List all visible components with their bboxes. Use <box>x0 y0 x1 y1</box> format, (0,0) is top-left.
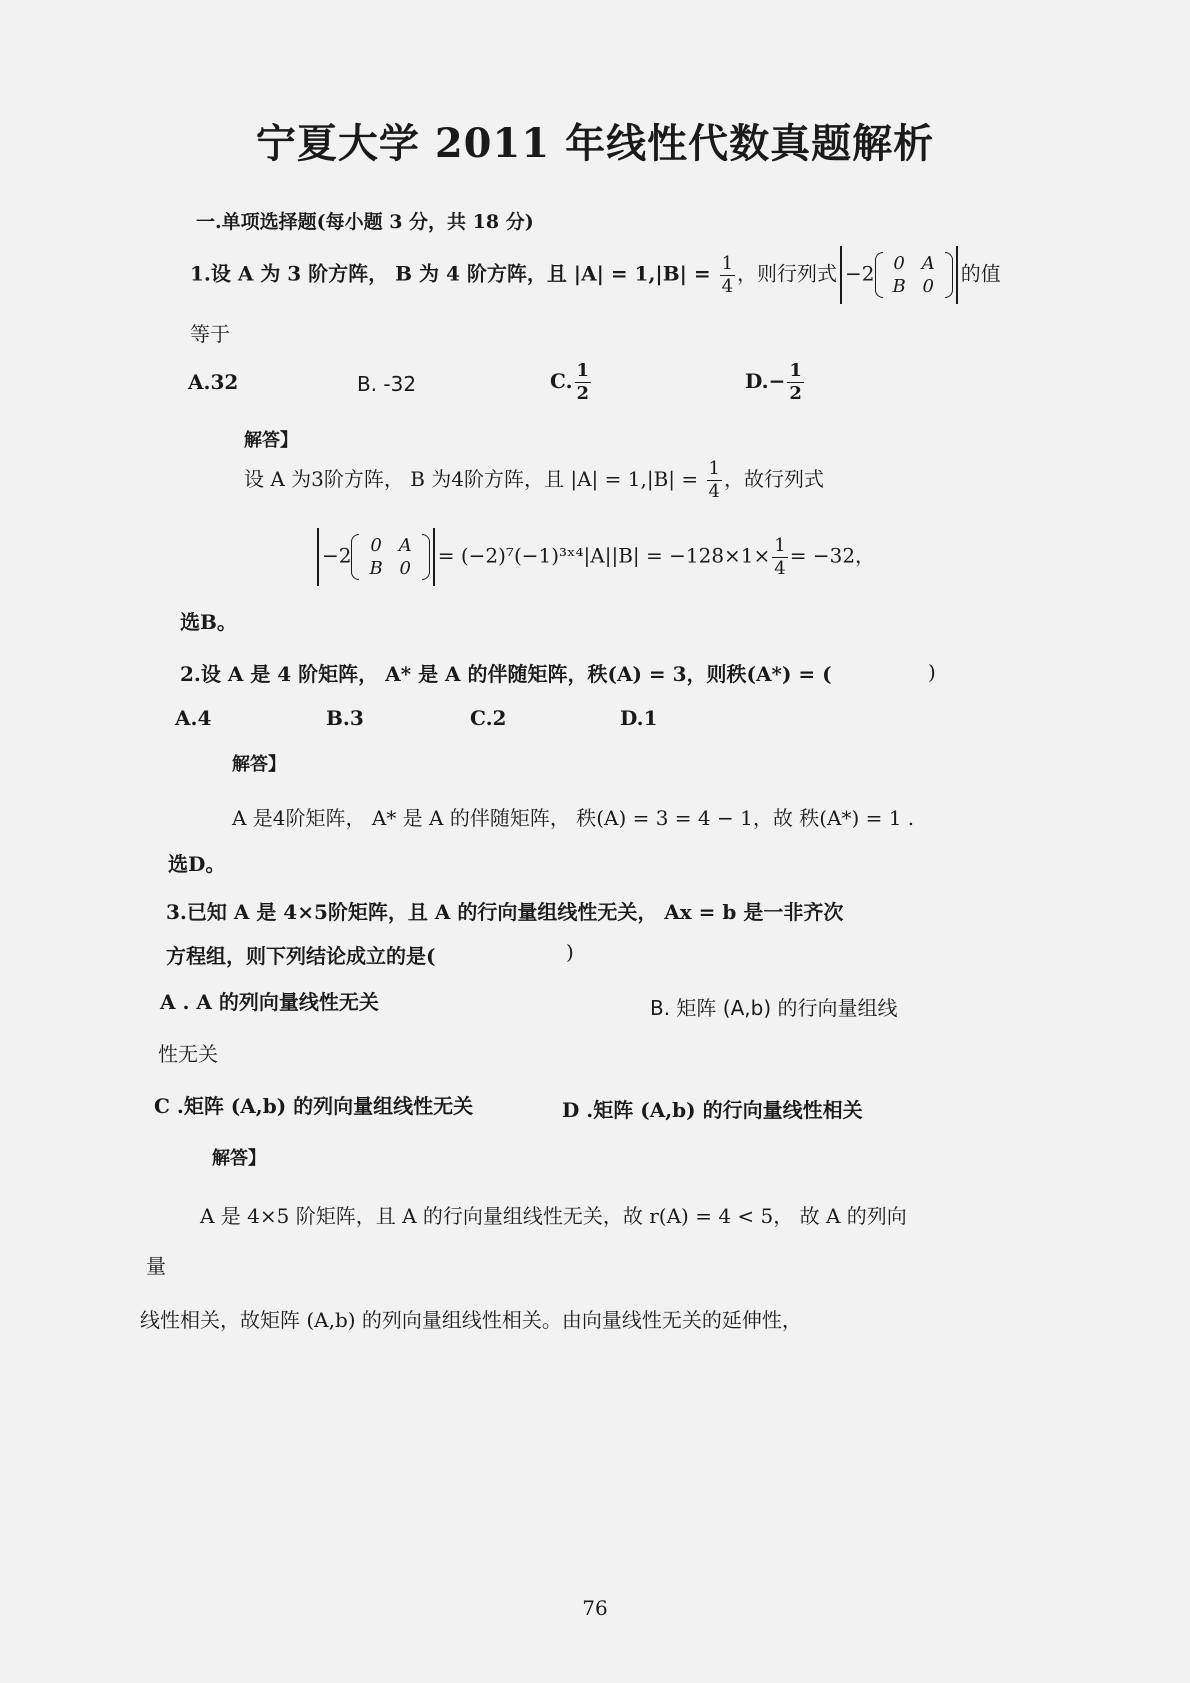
q1-option-c: C. $\frac{1}{2}$ <box>550 360 590 404</box>
q1-mid: ，则行列式 <box>737 261 838 286</box>
q1-tail: 的值 <box>960 261 1001 286</box>
page-number: 76 <box>582 1596 608 1620</box>
q1-option-a: A.32 <box>188 370 239 394</box>
q3-option-b: B. 矩阵 (A,b) 的行向量组线 <box>650 996 898 1020</box>
q1-answer-equation: −2 0 A B 0 = (−2)⁷(−1)³ˣ⁴|A||B| = −128×1× $\frac{1}{4}$ = −32， <box>314 528 875 586</box>
q3-answer-line3: 线性相关，故矩阵 (A,b) 的列向量组线性相关。由向量线性无关的延伸性， <box>140 1308 802 1332</box>
q2-option-d: D.1 <box>620 706 658 730</box>
q2-option-a: A.4 <box>175 706 212 730</box>
section-heading: 一.单项选择题(每小题 3 分，共 18 分) <box>196 211 534 233</box>
q3-answer-label: 解答】 <box>212 1148 266 1169</box>
q2-close-paren: ) <box>928 660 936 684</box>
q3-answer-line2: 量 <box>146 1254 166 1278</box>
question-3-stem-line2: 方程组，则下列结论成立的是( <box>166 944 436 968</box>
q3-close-paren: ) <box>566 940 574 964</box>
question-2-stem: 2.设 A 是 4 阶矩阵， A* 是 A 的伴随矩阵，秩(A) = 3，则秩(A*) = ( <box>180 662 832 686</box>
q1-choice: 选B。 <box>180 610 237 634</box>
q3-option-c: C .矩阵 (A,b) 的列向量组线性无关 <box>154 1094 474 1118</box>
question-3-stem-line1: 3.已知 A 是 4×5阶矩阵，且 A 的行向量组线性无关， Ax = b 是一非齐次 <box>166 900 844 924</box>
q1-det-coef: −2 <box>845 261 875 286</box>
q2-answer: A 是4阶矩阵， A* 是 A 的伴随矩阵， 秩(A) = 3 = 4 − 1，故 秩(A*) = 1 . <box>232 806 915 830</box>
question-1-line2: 等于 <box>190 322 230 346</box>
q3-option-a: A . A 的列向量线性无关 <box>160 990 379 1014</box>
q1-answer-line1: 设 A 为3阶方阵， B 为4阶方阵，且 |A| = 1,|B| = $\frac{1}{4}$ ，故行列式 <box>244 458 824 502</box>
q1-lead: 1.设 A 为 3 阶方阵， B 为 4 阶方阵，且 |A| = 1,|B| = <box>190 261 718 286</box>
q2-answer-label: 解答】 <box>232 754 286 775</box>
q2-choice: 选D。 <box>168 852 226 876</box>
q1-option-b: B. -32 <box>357 372 417 396</box>
q2-option-c: C.2 <box>470 706 507 730</box>
q1-answer-label: 解答】 <box>244 430 298 451</box>
q3-option-b-cont: 性无关 <box>158 1042 218 1066</box>
q2-option-b: B.3 <box>326 706 364 730</box>
page-title: 宁夏大学 2011 年线性代数真题解析 <box>255 120 935 167</box>
q3-option-d: D .矩阵 (A,b) 的行向量线性相关 <box>562 1098 863 1122</box>
question-1-stem <box>190 246 1001 304</box>
q3-answer-line1: A 是 4×5 阶矩阵，且 A 的行向量组线性无关，故 r(A) = 4 < 5， 故 A 的列向 <box>200 1204 907 1228</box>
q1-matrix: 0 A B 0 <box>875 252 953 298</box>
q1-fraction: $\frac{1}{4}$ <box>721 252 734 297</box>
q1-option-d: D.− $\frac{1}{2}$ <box>745 360 802 404</box>
